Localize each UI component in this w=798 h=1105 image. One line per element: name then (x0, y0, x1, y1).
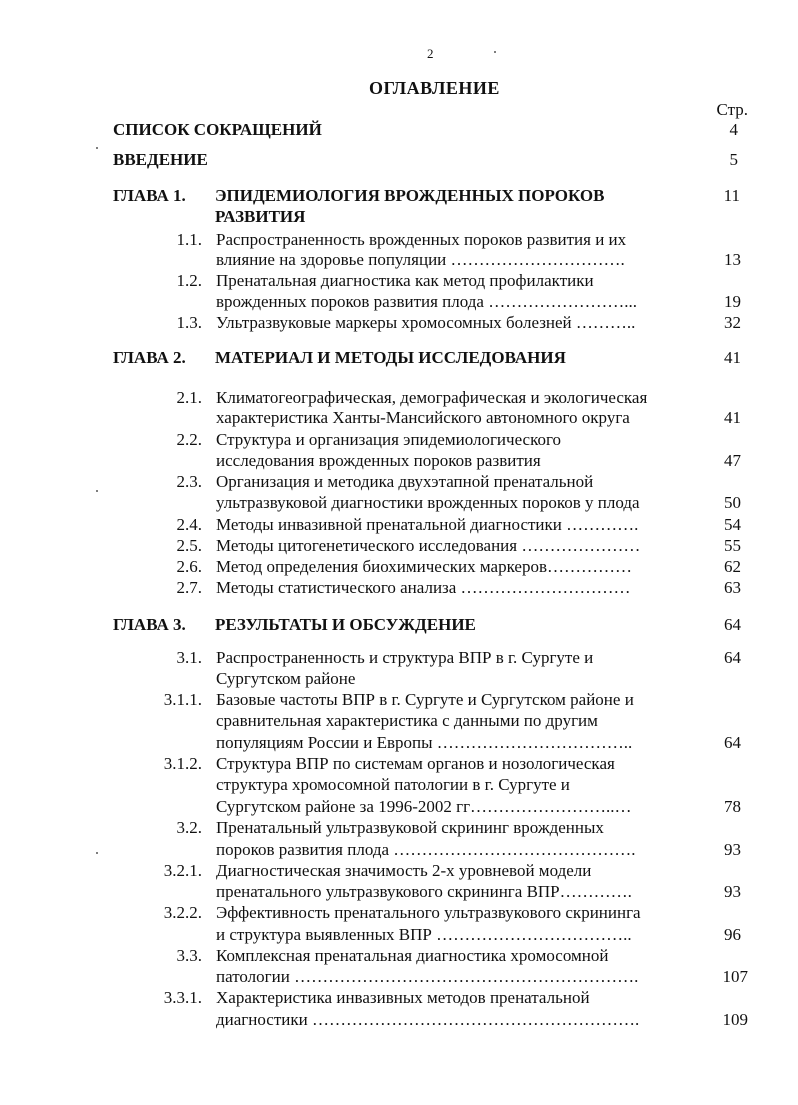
toc-entry-text: Пренатальная диагностика как метод профилактики (216, 271, 594, 290)
toc-entry-number: 2.7. (176, 578, 202, 597)
toc-entry-number: 3.1. (176, 648, 202, 667)
toc-entry-text: Структура и организация эпидемиологического (216, 430, 562, 449)
toc-entry-number: 2.5. (176, 536, 202, 555)
toc-entry-number: 3.2.1. (163, 861, 202, 880)
toc-entry-page: 5 (729, 150, 738, 169)
toc-entry-text-cont: сравнительная характеристика с данными по другим (216, 711, 598, 730)
toc-entry-page: 54 (724, 515, 741, 534)
toc-entry-number: 3.1.1. (163, 690, 202, 709)
toc-entry-number: 3.3. (176, 946, 202, 965)
toc-entry-page: 96 (724, 925, 741, 944)
toc-chapter-title: РЕЗУЛЬТАТЫ И ОБСУЖДЕНИЕ (215, 615, 476, 634)
toc-entry-page: 78 (724, 797, 741, 816)
toc-entry-text: Методы инвазивной пренатальной диагностики …………. (216, 515, 639, 534)
toc-entry-number: 1.2. (176, 271, 202, 290)
toc-entry-number: 2.3. (176, 472, 202, 491)
toc-entry-page: 19 (724, 292, 741, 311)
toc-entry-text: Диагностическая значимость 2-х уровневой модели (216, 861, 592, 880)
toc-entry-page: 4 (729, 120, 738, 139)
toc-entry-number: 3.2.2. (163, 903, 202, 922)
toc-entry-number: 3.2. (176, 818, 202, 837)
toc-entry-number: 1.3. (176, 313, 202, 332)
toc-chapter-label: ГЛАВА 2. (113, 348, 186, 367)
toc-entry-page: 93 (724, 882, 741, 901)
toc-entry-number: 2.1. (176, 388, 202, 407)
toc-entry-text-cont: структура хромосомной патологии в г. Сургуте и (216, 775, 570, 794)
toc-entry-text-cont: Сургутском районе за 1996-2002 гг……………………..… (216, 797, 632, 816)
toc-chapter-title-cont: РАЗВИТИЯ (215, 207, 306, 226)
toc-entry-text-cont: пренатального ультразвукового скрининга ВПР…………. (216, 882, 632, 901)
toc-entry-page: 107 (722, 967, 748, 986)
toc-entry-text-cont: патологии ……………………………………………………. (216, 967, 639, 986)
toc-chapter-title: МАТЕРИАЛ И МЕТОДЫ ИССЛЕДОВАНИЯ (215, 348, 566, 367)
toc-entry-text: Метод определения биохимических маркеров…………… (216, 557, 633, 576)
toc-entry-number: 3.1.2. (163, 754, 202, 773)
toc-entry-text-cont: ультразвуковой диагностики врожденных пороков у плода (216, 493, 640, 512)
toc-entry-text: Структура ВПР по системам органов и нозологическая (216, 754, 615, 773)
toc-entry-number: 2.4. (176, 515, 202, 534)
toc-entry-text-cont: влияние на здоровье популяции …………………………. (216, 250, 625, 269)
toc-entry-text: Организация и методика двухэтапной пренатальной (216, 472, 594, 491)
page-column-label: Стр. (716, 100, 748, 119)
toc-entry-text-cont: характеристика Ханты-Мансийского автономного округа (216, 408, 630, 427)
toc-entry-text-cont: пороков развития плода ……………………………………. (216, 840, 636, 859)
toc-entry-page: 63 (724, 578, 741, 597)
toc-entry-text: Эффективность пренатального ультразвукового скрининга (216, 903, 641, 922)
toc-entry-text: Базовые частоты ВПР в г. Сургуте и Сургутском районе и (216, 690, 634, 709)
toc-entry-number: 2.2. (176, 430, 202, 449)
toc-entry-text: Методы цитогенетического исследования ………………… (216, 536, 641, 555)
toc-entry-text: Распространенность и структура ВПР в г. Сургуте и (216, 648, 594, 667)
toc-entry-page: 41 (724, 348, 741, 367)
scan-dot (96, 490, 98, 492)
toc-entry-text-cont: и структура выявленных ВПР …………………………….. (216, 925, 632, 944)
toc-entry-page: 55 (724, 536, 741, 555)
toc-entry-text-cont: Сургутском районе (216, 669, 356, 688)
toc-chapter-title: ЭПИДЕМИОЛОГИЯ ВРОЖДЕННЫХ ПОРОКОВ (215, 186, 605, 205)
toc-entry-page: 32 (724, 313, 741, 332)
toc-entry-page: 13 (724, 250, 741, 269)
scan-dot (494, 51, 496, 53)
toc-chapter-label: ГЛАВА 3. (113, 615, 186, 634)
toc-entry-page: 62 (724, 557, 741, 576)
toc-entry-number: 1.1. (176, 230, 202, 249)
toc-entry-text: Характеристика инвазивных методов пренатальной (216, 988, 590, 1007)
toc-entry-text: Климатогеографическая, демографическая и экологическая (216, 388, 648, 407)
toc-entry-text: Комплексная пренатальная диагностика хромосомной (216, 946, 609, 965)
toc-entry-text: Ультразвуковые маркеры хромосомных болезней ……….. (216, 313, 636, 332)
toc-entry-number: 3.3.1. (163, 988, 202, 1007)
toc-entry-page: 47 (724, 451, 741, 470)
toc-entry-text: ВВЕДЕНИЕ (113, 150, 208, 169)
scan-dot (96, 852, 98, 854)
toc-entry-page: 50 (724, 493, 741, 512)
toc-entry-text-cont: популяциям России и Европы …………………………….. (216, 733, 633, 752)
toc-entry-number: 2.6. (176, 557, 202, 576)
toc-entry-text: Методы статистического анализа ………………………… (216, 578, 631, 597)
toc-entry-page: 109 (722, 1010, 748, 1029)
toc-entry-text: Пренатальный ультразвуковой скрининг врожденных (216, 818, 604, 837)
toc-entry-page: 64 (724, 615, 741, 634)
scan-dot (96, 147, 98, 149)
toc-entry-text: СПИСОК СОКРАЩЕНИЙ (113, 120, 322, 139)
toc-title: ОГЛАВЛЕНИЕ (369, 78, 500, 98)
toc-entry-text-cont: исследования врожденных пороков развития (216, 451, 541, 470)
toc-entry-text-cont: врожденных пороков развития плода ……………………... (216, 292, 637, 311)
toc-entry-page: 64 (724, 733, 741, 752)
toc-entry-page: 93 (724, 840, 741, 859)
page-number: 2 (427, 46, 434, 61)
toc-entry-text-cont: диагностики …………………………………………………. (216, 1010, 640, 1029)
toc-entry-page: 11 (723, 186, 740, 205)
toc-entry-page: 64 (724, 648, 741, 667)
toc-chapter-label: ГЛАВА 1. (113, 186, 186, 205)
toc-entry-page: 41 (724, 408, 741, 427)
toc-entry-text: Распространенность врожденных пороков развития и их (216, 230, 627, 249)
